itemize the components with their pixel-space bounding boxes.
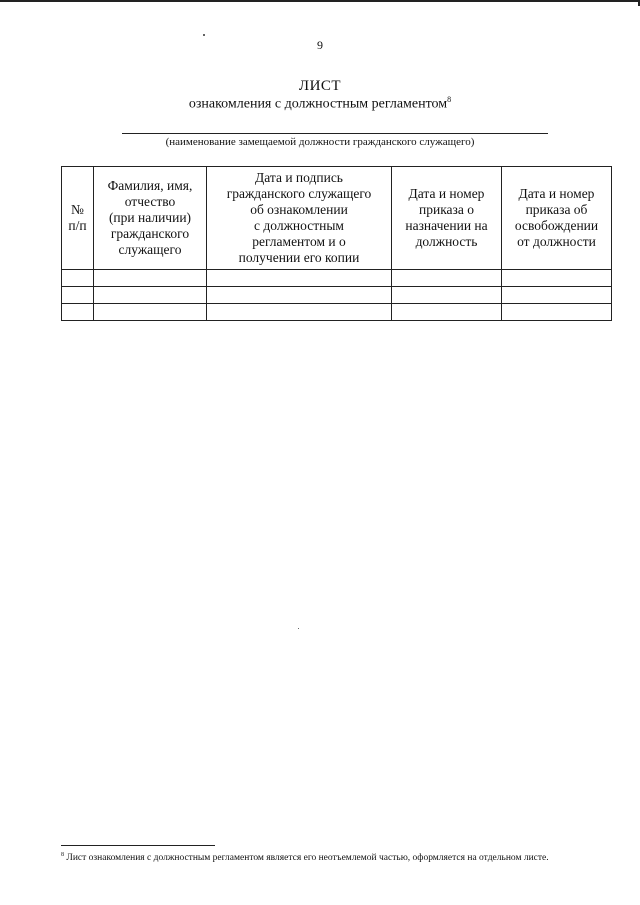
- position-caption: (наименование замещаемой должности гражданского служащего): [165, 136, 475, 148]
- header-date-signature: Дата и подпись гражданского служащего об ознакомлении с должностным регламентом и о получении его копии: [207, 167, 392, 270]
- table-cell[interactable]: [502, 270, 612, 287]
- table-header-row: [62, 167, 612, 270]
- document-subtitle: [0, 95, 640, 113]
- page-number: 9: [317, 38, 323, 52]
- footnote: [61, 852, 621, 863]
- table-row: [62, 304, 612, 321]
- header-dismissal-order: Дата и номер приказа об освобождении от должности: [502, 167, 612, 270]
- header-appointment-order: Дата и номер приказа о назначении на должность: [392, 167, 502, 270]
- table-cell[interactable]: [62, 270, 94, 287]
- table-cell[interactable]: [62, 304, 94, 321]
- table-cell[interactable]: [207, 287, 392, 304]
- document-title: ЛИСТ: [298, 78, 342, 94]
- table-cell[interactable]: [94, 287, 207, 304]
- table-cell[interactable]: [502, 287, 612, 304]
- position-fill-line: [122, 133, 548, 134]
- table-cell[interactable]: [207, 304, 392, 321]
- table-cell[interactable]: [502, 304, 612, 321]
- header-full-name: Фамилия, имя, отчество (при наличии) гражданского служащего: [94, 167, 207, 270]
- table-cell[interactable]: [392, 304, 502, 321]
- subtitle-text: ознакомления с должностным регламентом: [188, 96, 448, 112]
- table-body: [62, 270, 612, 321]
- scan-speck: [203, 34, 205, 36]
- table-cell[interactable]: [94, 304, 207, 321]
- footnote-text: Лист ознакомления с должностным регламентом является его неотъемлемой частью, оформляется на отдельном листе.: [64, 853, 549, 864]
- page-top-edge: [0, 0, 640, 2]
- table-cell[interactable]: [207, 270, 392, 287]
- table-row: [62, 287, 612, 304]
- subtitle-footnote-ref: 8: [447, 95, 452, 104]
- acknowledgement-table: [61, 166, 612, 321]
- table-cell[interactable]: [62, 287, 94, 304]
- table-row: [62, 270, 612, 287]
- table-cell[interactable]: [392, 287, 502, 304]
- footnote-marker: 8: [61, 852, 64, 858]
- header-number: № п/п: [62, 167, 94, 270]
- table-cell[interactable]: [94, 270, 207, 287]
- scan-speck: [298, 628, 299, 629]
- footnote-separator: [61, 845, 215, 846]
- table-cell[interactable]: [392, 270, 502, 287]
